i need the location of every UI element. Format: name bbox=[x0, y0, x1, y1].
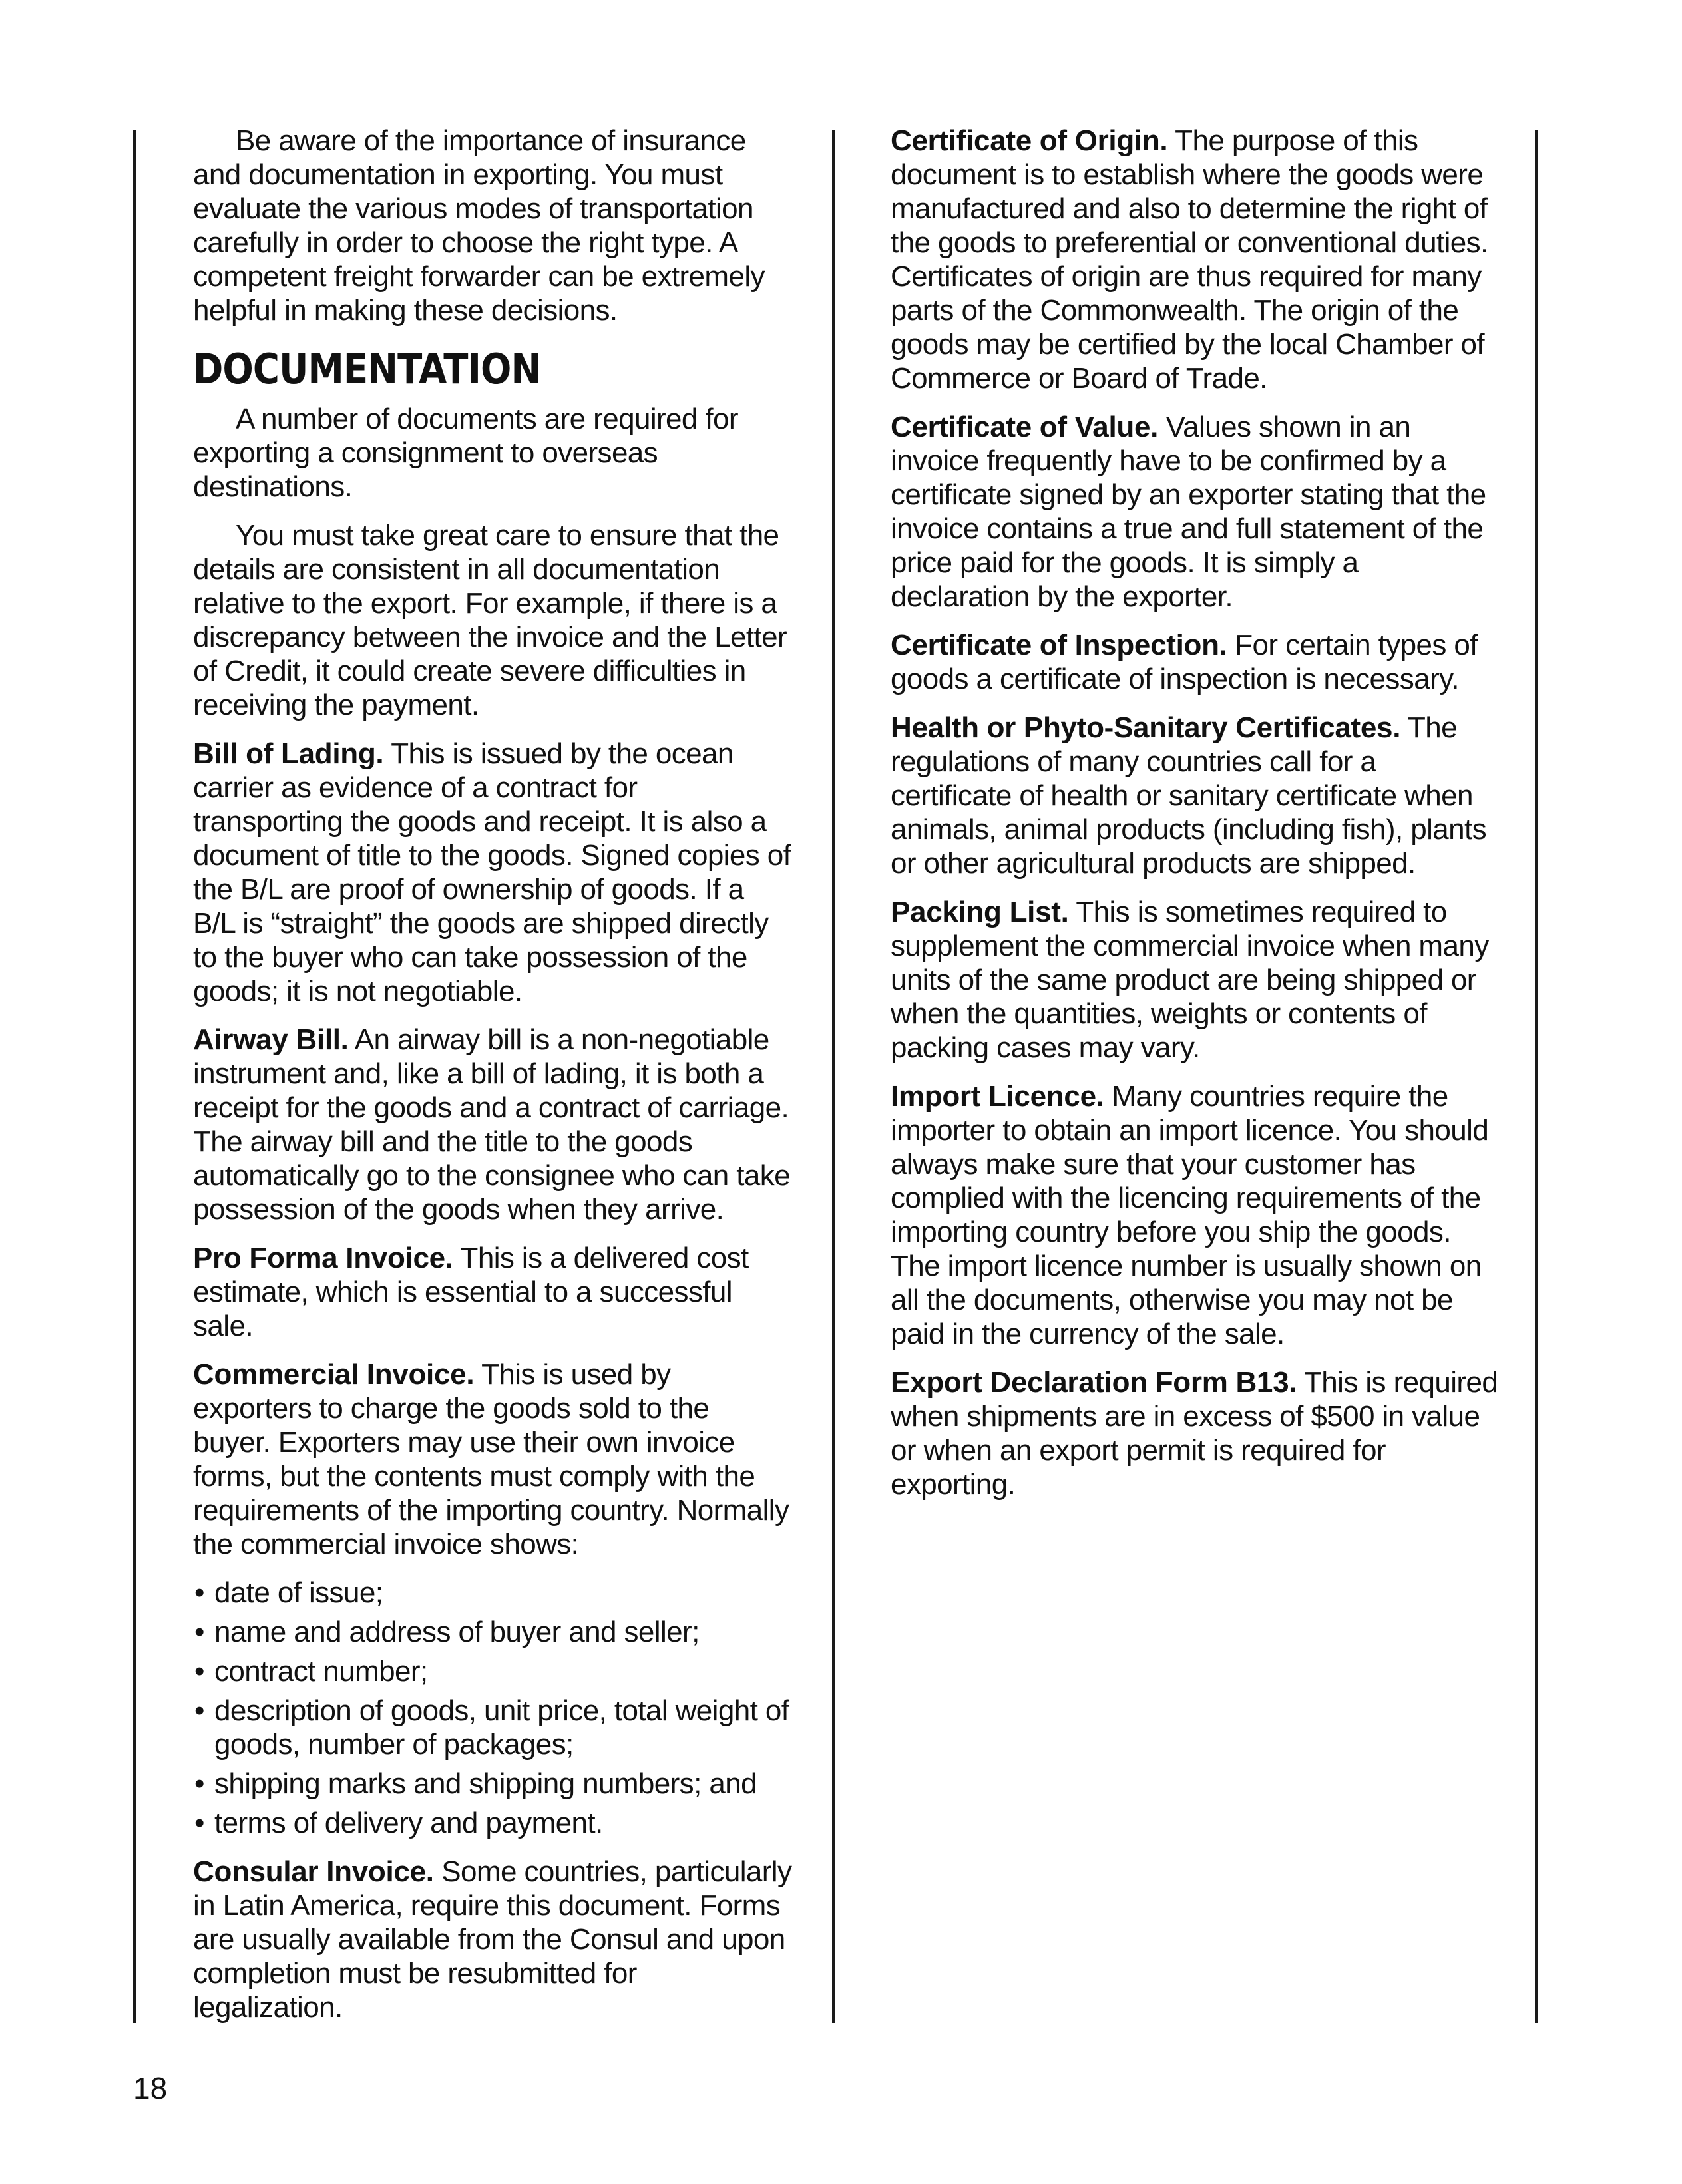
pro-forma-text: This is a delivered cost estimate, which is essential to a successful sale. bbox=[193, 1242, 749, 1342]
list-item: • shipping marks and shipping numbers; and bbox=[193, 1767, 792, 1801]
health-certificates-term: Health or Phyto-Sanitary Certificates. bbox=[891, 711, 1401, 744]
bill-of-lading-term: Bill of Lading. bbox=[193, 737, 384, 770]
certificate-of-value-term: Certificate of Value. bbox=[891, 411, 1159, 443]
page-number: 18 bbox=[133, 2071, 168, 2105]
airway-bill-text: An airway bill is a non-negotiable instrument and, like a bill of lading, it is both a receipt for the goods and a contract of carriage. The airway bill and the title to the goods automatically go to the consignee who can take possession of the goods when they arrive. bbox=[193, 1023, 790, 1226]
certificate-of-value-text: Values shown in an invoice frequently have to be confirmed by a certificate signed by an exporter stating that the invoice contains a true and full statement of the price paid for the goods. It is simply a declaration by the exporter. bbox=[891, 411, 1486, 613]
documents-paragraph: A number of documents are required for exporting a consignment to overseas destinations. bbox=[193, 403, 738, 503]
packing-list-text: This is sometimes required to supplement the commercial invoice when many units of the same product are being shipped or when the quantities, weights or contents of packing cases may vary. bbox=[891, 896, 1489, 1064]
right-margin-rule bbox=[1535, 130, 1538, 2023]
commercial-invoice-term: Commercial Invoice. bbox=[193, 1358, 475, 1391]
pro-forma-term: Pro Forma Invoice. bbox=[193, 1242, 453, 1274]
certificate-of-value-entry bbox=[891, 410, 1503, 614]
bill-of-lading-text: This is issued by the ocean carrier as evidence of a contract for transporting the goods and receipt. It is also a document of title to the goods. Signed copies of the B/L are proof of ownership of goods. If a B/L is “straight” the goods are shipped directly to the buyer who can take possession of the goods; it is not negotiable. bbox=[193, 737, 791, 1007]
health-certificates-text: The regulations of many countries call for a certificate of health or sanitary certificate when animals, animal products (including fish), plants or other agricultural products are shipped. bbox=[891, 711, 1487, 880]
left-margin-rule bbox=[133, 130, 136, 2023]
certificate-of-inspection-text: For certain types of goods a certificate of inspection is necessary. bbox=[891, 629, 1478, 695]
export-declaration-entry bbox=[891, 1365, 1503, 1501]
intro-paragraph: Be aware of the importance of insurance and documentation in exporting. You must evaluate the various modes of transportation carefully in order to choose the right type. A competent freight forwarder can be extremely helpful in making these decisions. bbox=[193, 124, 765, 327]
health-certificates-entry bbox=[891, 711, 1503, 880]
import-licence-term: Import Licence. bbox=[891, 1080, 1104, 1113]
packing-list-term: Packing List. bbox=[891, 896, 1069, 928]
left-column bbox=[193, 124, 792, 2039]
consular-invoice-entry bbox=[193, 1855, 792, 2024]
packing-list-entry bbox=[891, 895, 1503, 1065]
invoice-contents-list bbox=[193, 1576, 792, 1840]
export-declaration-term: Export Declaration Form B13. bbox=[891, 1366, 1297, 1399]
consistency-paragraph: You must take great care to ensure that the details are consistent in all documentation relative to the export. For example, if there is a discrepancy between the invoice and the Letter of Credit, it could create severe difficulties in receiving the payment. bbox=[193, 519, 787, 721]
consular-invoice-text: Some countries, particularly in Latin America, require this document. Forms are usually available from the Consul and upon completion must be resubmitted for legalization. bbox=[193, 1855, 792, 2024]
airway-bill-term: Airway Bill. bbox=[193, 1023, 349, 1056]
commercial-invoice-entry bbox=[193, 1358, 792, 1561]
commercial-invoice-text: This is used by exporters to charge the goods sold to the buyer. Exporters may use their own invoice forms, but the contents must comply with the requirements of the importing country. Normally the commercial invoice shows: bbox=[193, 1358, 789, 1560]
import-licence-text: Many countries require the importer to obtain an import licence. You should always make sure that your customer has complied with the licencing requirements of the importing country before you ship the goods. The import licence number is usually shown on all the documents, otherwise you may not be paid in the currency of the sale. bbox=[891, 1080, 1489, 1350]
list-item: • date of issue; bbox=[193, 1576, 792, 1610]
pro-forma-entry bbox=[193, 1241, 792, 1343]
list-item: • name and address of buyer and seller; bbox=[193, 1615, 792, 1649]
certificate-of-origin-entry bbox=[891, 124, 1503, 395]
certificate-of-inspection-term: Certificate of Inspection. bbox=[891, 629, 1227, 661]
list-item: • description of goods, unit price, total weight of goods, number of packages; bbox=[193, 1694, 792, 1761]
center-column-rule bbox=[832, 130, 835, 2023]
list-item: • terms of delivery and payment. bbox=[193, 1806, 792, 1840]
certificate-of-origin-text: The purpose of this document is to establish where the goods were manufactured and also to determine the right of the goods to preferential or conventional duties. Certificates of origin are thus required for many parts of the Commonwealth. The origin of the goods may be certified by the local Chamber of Commerce or Board of Trade. bbox=[891, 124, 1488, 395]
section-heading: DOCUMENTATION bbox=[193, 345, 541, 393]
consular-invoice-term: Consular Invoice. bbox=[193, 1855, 434, 1888]
certificate-of-inspection-entry bbox=[891, 628, 1503, 696]
right-column bbox=[891, 124, 1503, 1516]
certificate-of-origin-term: Certificate of Origin. bbox=[891, 124, 1168, 157]
export-declaration-text: This is required when shipments are in excess of $500 in value or when an export permit is required for exporting. bbox=[891, 1366, 1498, 1501]
import-licence-entry bbox=[891, 1079, 1503, 1351]
airway-bill-entry bbox=[193, 1023, 792, 1226]
bill-of-lading-entry bbox=[193, 737, 792, 1008]
list-item: • contract number; bbox=[193, 1654, 792, 1688]
